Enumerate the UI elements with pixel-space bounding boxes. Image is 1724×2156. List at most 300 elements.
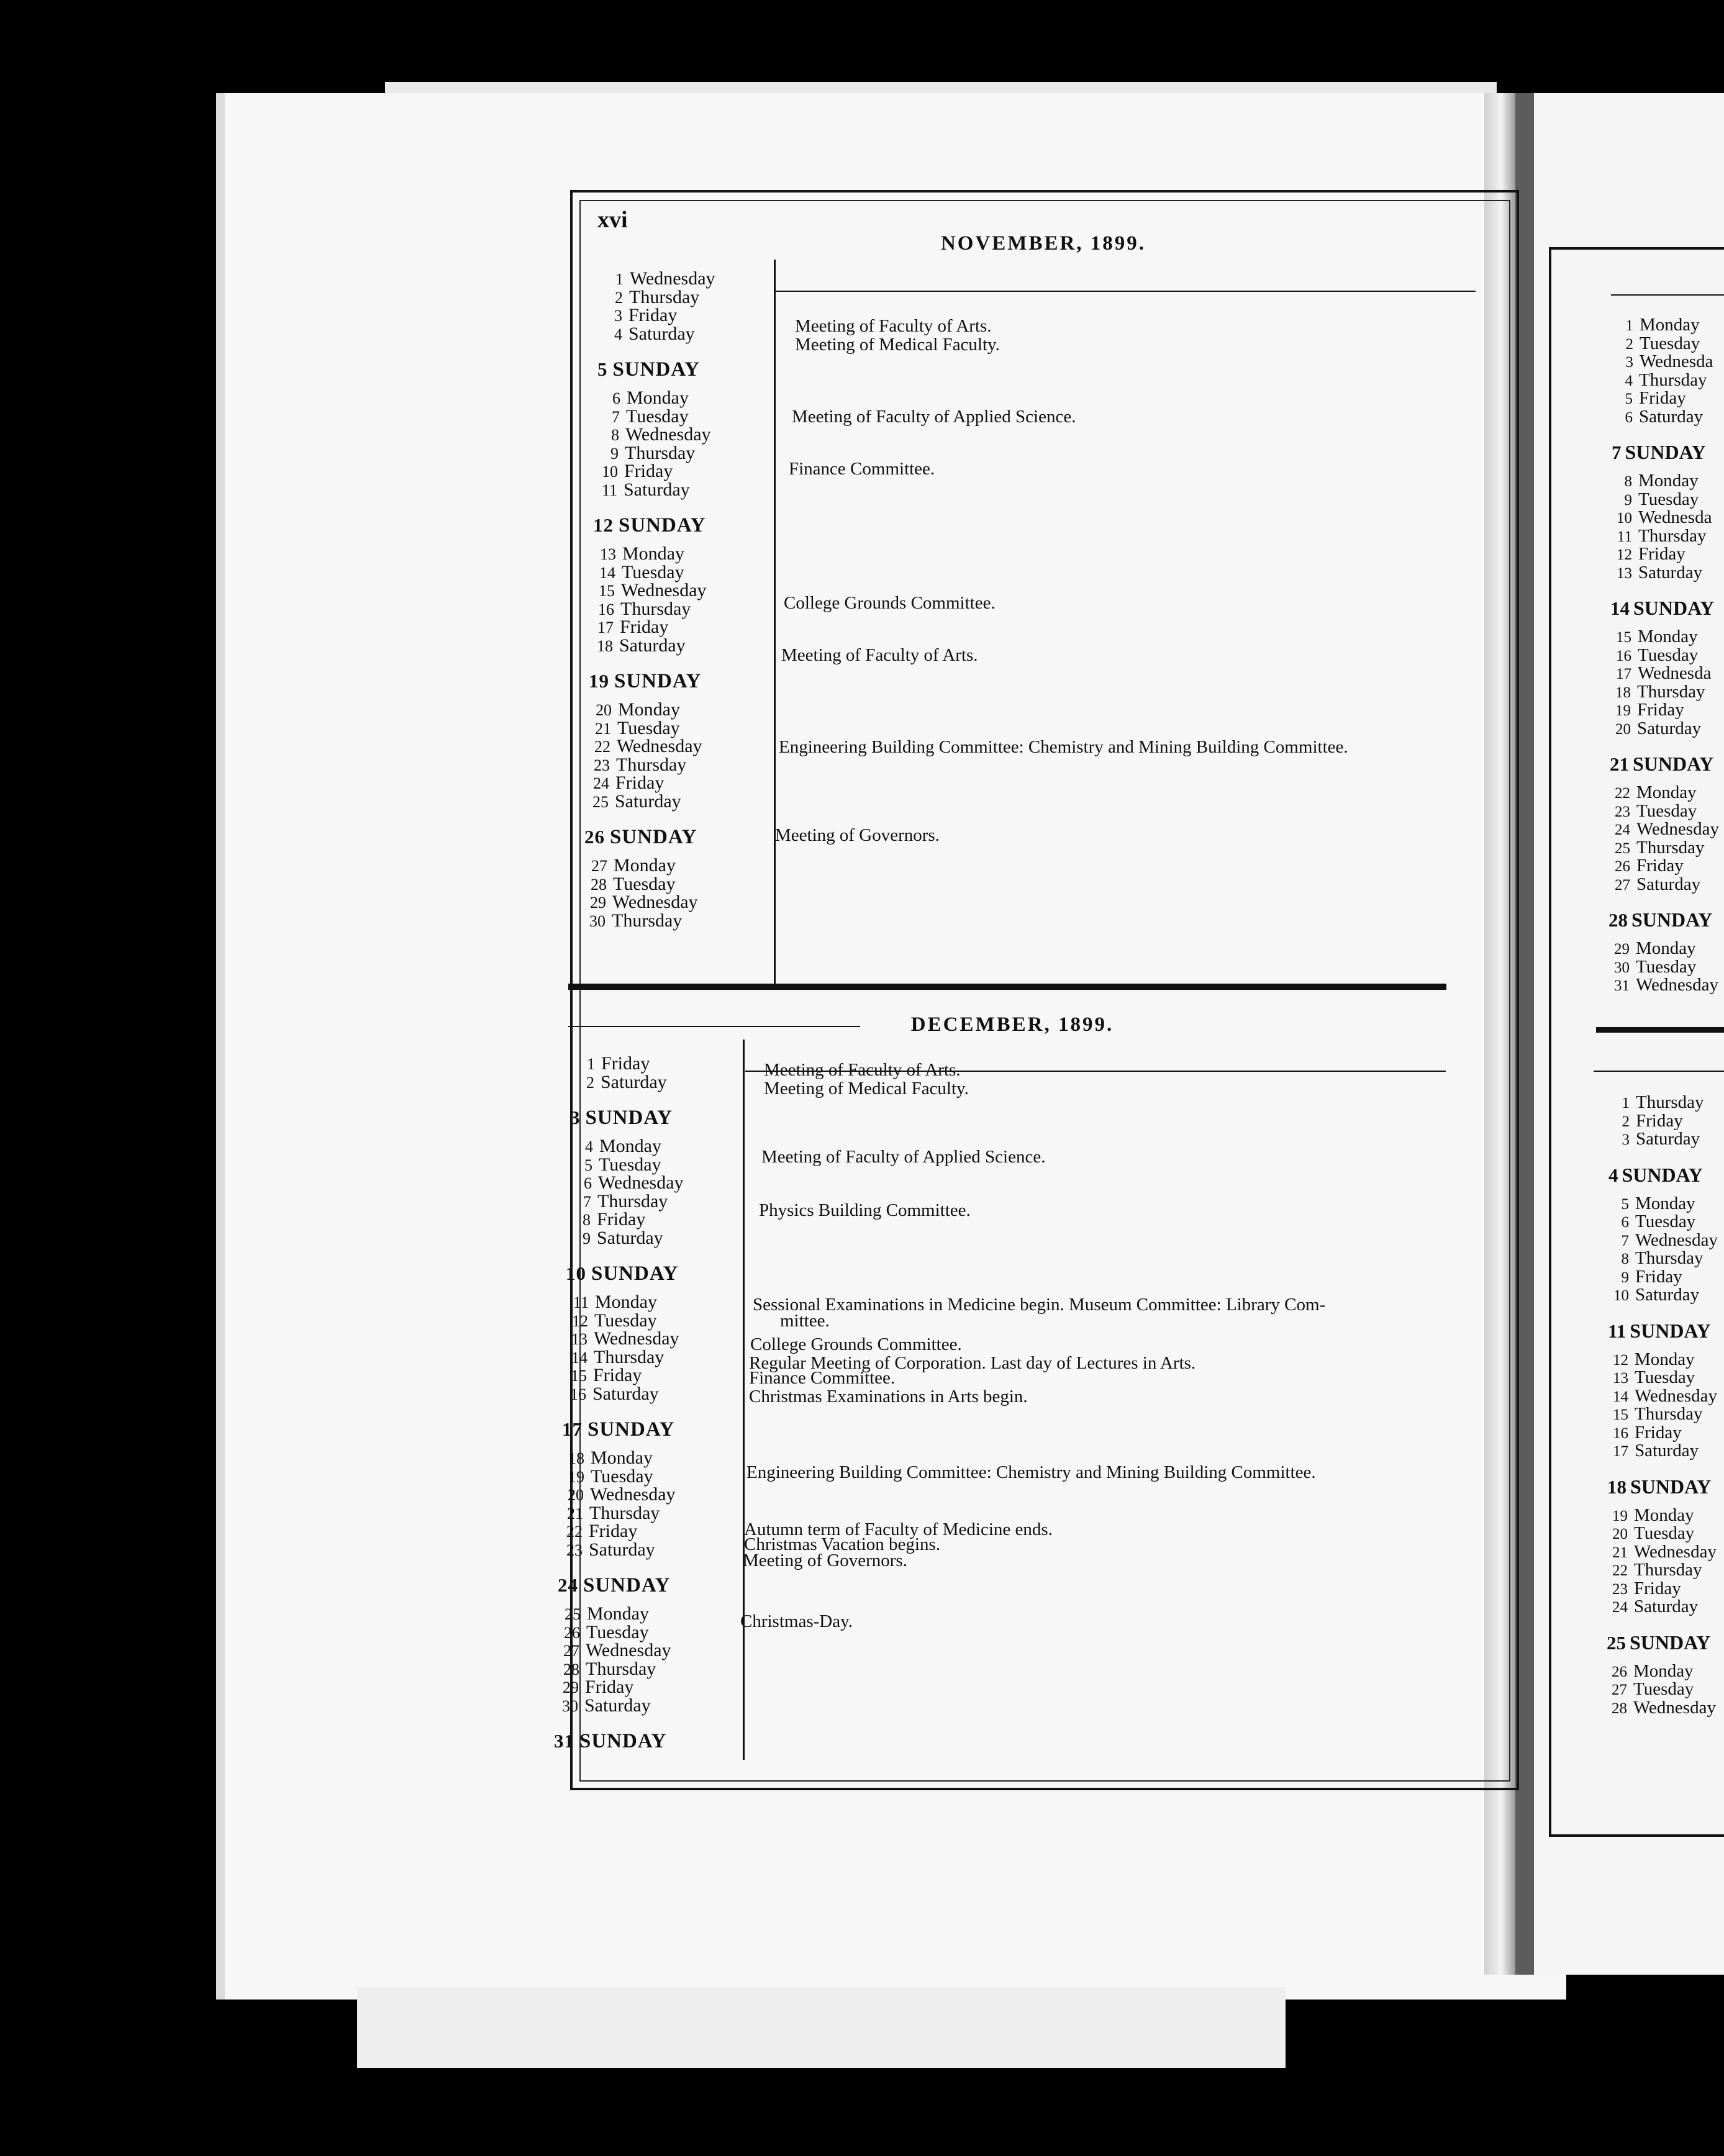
day-number: 17 [1613,1443,1628,1460]
day-name: SUNDAY [1630,1475,1712,1498]
day-name: Tuesday [1635,1367,1695,1387]
day-number: 22 [1615,785,1630,802]
day-row [564,1329,679,1349]
day-name: Saturday [592,1383,659,1404]
day-name: Friday [1636,1110,1683,1131]
day-name: Monday [1636,938,1696,958]
day-name: Saturday [1636,1129,1700,1149]
day-name: Thursday [1639,369,1707,390]
day-number: 26 [1612,1663,1627,1680]
dec-event: Autumn term of Faculty of Medicine ends. [744,1520,1053,1539]
day-row [590,618,668,637]
day-number: 4 [1608,1164,1618,1186]
day-number: 26 [564,1623,580,1642]
day-number: 17 [562,1418,583,1440]
sunday-row [597,360,700,379]
day-name: Wednesday [617,736,702,756]
day-number: 2 [1622,1113,1630,1130]
day-name: Monday [587,1603,649,1624]
day-number: 20 [568,1486,584,1504]
day-row [560,1485,676,1505]
day-row [569,1137,661,1156]
day-row [1608,1267,1682,1287]
december-top-rule [568,1026,860,1027]
day-name: Tuesday [1636,800,1697,821]
day-name: Thursday [1636,837,1705,858]
day-name: Wednesday [1635,1385,1717,1406]
day-name: SUNDAY [1630,1319,1711,1342]
day-name: Saturday [589,1539,655,1560]
day-row [599,306,677,325]
day-row [1611,563,1702,583]
day-number: 12 [572,1311,588,1330]
day-name: Monday [1635,1349,1695,1369]
day-row [1607,1579,1681,1599]
day-name: Friday [593,1365,642,1385]
day-number: 19 [1612,1507,1628,1524]
day-row [592,545,684,564]
day-row [1609,802,1697,822]
nov-event: College Grounds Committee. [784,593,996,613]
day-row [1608,1212,1695,1232]
sunday-row [570,1108,673,1127]
day-name: Wednesday [1633,1697,1716,1718]
day-number: 6 [612,389,620,407]
day-row [565,1293,657,1312]
dec-event: mittee. [780,1311,830,1331]
day-row [582,912,682,931]
day-name: Tuesday [1640,333,1700,353]
day-number: 24 [1615,822,1630,838]
sunday-row [1608,1321,1711,1341]
day-number: 12 [1617,546,1632,563]
day-number: 2 [1625,335,1633,353]
day-row [1606,1662,1694,1682]
day-name: Saturday [1637,718,1702,738]
dec-event: Physics Building Committee. [759,1200,971,1220]
day-number: 23 [1615,803,1630,820]
day-name: SUNDAY [1622,1163,1703,1186]
day-row [565,1311,657,1331]
day-number: 31 [554,1730,574,1752]
right-top-rule [1611,294,1724,296]
day-row [591,600,691,619]
day-number: 18 [1615,684,1631,701]
nov-event: Finance Committee. [789,459,935,479]
day-name: Friday [1639,388,1686,408]
day-row [1612,389,1686,409]
sunday-row [1607,1477,1711,1497]
day-name: Saturday [628,323,695,344]
day-row [586,756,686,775]
day-name: Tuesday [591,1465,653,1487]
day-row [1607,1441,1699,1461]
day-number: 19 [589,670,609,692]
day-number: 5 [584,1156,592,1174]
day-row [561,1449,653,1468]
nov-event: Meeting of Governors. [775,825,940,845]
day-name: SUNDAY [1633,597,1715,619]
day-name: SUNDAY [614,670,702,692]
november-column-divider [774,260,776,985]
day-row [557,1605,649,1624]
dec-event: Finance Committee. [749,1368,896,1388]
day-row [1609,838,1705,858]
day-number: 2 [615,288,623,307]
dec-event: College Grounds Committee. [750,1334,962,1354]
day-number: 21 [1612,1544,1628,1561]
day-row [1608,1194,1695,1214]
day-row [564,1348,664,1367]
day-name: Saturday [1634,1597,1699,1616]
day-row [1610,719,1701,739]
day-row [1608,976,1718,995]
day-number: 13 [1613,1370,1628,1387]
day-row [1610,664,1711,684]
day-number: 27 [1612,1682,1627,1698]
day-number: 30 [589,912,606,930]
day-name: Friday [1635,1422,1682,1443]
day-name: Thursday [589,1502,660,1523]
day-number: 24 [1612,1599,1628,1616]
day-number: 5 [597,358,608,380]
day-row [556,1623,649,1642]
day-number: 15 [571,1367,587,1385]
day-number: 14 [599,563,615,582]
day-name: Monday [591,1447,653,1468]
day-row [585,792,681,812]
day-row [583,893,698,912]
day-number: 15 [599,582,615,600]
day-name: SUNDAY [1630,1631,1711,1654]
day-number: 27 [563,1642,579,1660]
day-name: SUNDAY [610,826,697,848]
day-name: SUNDAY [585,1107,673,1129]
day-number: 6 [1625,409,1633,426]
nov-event: Meeting of Faculty of Arts. [795,316,992,336]
day-number: 7 [1621,1232,1629,1249]
day-name: Thursday [625,442,696,463]
day-row [560,1504,660,1523]
november-title-rule [775,291,1476,292]
day-number: 21 [567,1504,583,1523]
day-name: Monday [1636,782,1697,802]
day-name: Tuesday [613,873,676,894]
dec-event: Christmas Examinations in Arts begin. [749,1387,1028,1406]
day-name: Tuesday [586,1621,649,1642]
day-row [1608,1231,1718,1251]
day-name: Wednesday [625,424,711,445]
day-number: 5 [1625,391,1633,407]
day-number: 8 [1624,473,1632,490]
day-name: Thursday [1636,1092,1704,1112]
day-number: 25 [1615,840,1630,857]
day-row [561,1467,653,1487]
day-name: Friday [585,1677,634,1697]
day-name: Tuesday [626,405,689,427]
day-name: Thursday [594,1346,665,1367]
sunday-row [1610,754,1713,774]
day-row [555,1678,633,1697]
day-name: Wednesday [630,268,715,289]
day-number: 16 [570,1385,586,1403]
december-title: DECEMBER, 1899. [910,1013,1114,1036]
day-number: 10 [1617,510,1632,527]
sunday-row [566,1264,678,1283]
day-row [1607,1560,1702,1580]
day-row [1606,1680,1694,1700]
day-name: Monday [595,1292,657,1312]
day-number: 23 [1612,1580,1628,1598]
day-name: Friday [628,305,678,325]
day-row [1610,627,1698,647]
day-number: 28 [1612,1700,1627,1717]
day-row [568,1174,684,1193]
day-number: 14 [571,1348,588,1367]
day-name: Friday [601,1053,650,1074]
day-row [1610,682,1705,702]
day-name: Monday [1640,315,1700,335]
day-name: Saturday [1639,406,1704,427]
day-number: 27 [591,857,607,875]
day-number: 25 [592,792,609,811]
day-number: 29 [563,1678,579,1696]
sunday-row [1610,599,1714,618]
day-name: Wednesda [1638,663,1712,683]
day-name: Tuesday [617,717,680,738]
day-name: Tuesday [1638,645,1699,665]
day-number: 30 [562,1696,578,1715]
day-number: 26 [584,826,605,848]
day-row [1609,856,1684,876]
day-number: 12 [1613,1351,1628,1369]
day-name: Saturday [1635,1441,1699,1461]
day-row [556,1660,656,1679]
day-number: 11 [1608,1320,1626,1342]
sunday-row [1608,1163,1703,1186]
day-name: Friday [620,617,669,637]
day-row [1608,1130,1700,1149]
day-name: SUNDAY [583,1574,671,1597]
day-name: Thursday [616,754,687,775]
day-name: Wednesday [612,892,698,912]
sunday-row [589,672,701,691]
page-number: xvi [597,207,628,233]
day-number: 9 [583,1229,591,1248]
day-name: Thursday [1637,681,1705,702]
day-row [592,563,684,582]
day-number: 11 [601,481,617,499]
day-row [556,1641,671,1660]
day-row [600,270,715,289]
day-number: 9 [610,444,619,463]
dec-event: Engineering Building Committee: Chemistry and Mining Building Committee. [746,1462,1316,1482]
day-number: 10 [602,463,618,481]
day-number: 29 [1614,941,1630,958]
calendar-frame-inner [579,200,1510,1782]
day-name: Monday [622,543,684,564]
sunday-row [593,516,705,535]
day-number: 1 [1622,1095,1630,1112]
day-number: 25 [565,1605,581,1623]
day-name: SUNDAY [1633,753,1714,775]
day-name: Friday [624,461,673,481]
day-number: 4 [614,325,622,343]
day-row [1607,1597,1698,1617]
day-row [587,737,702,756]
sunday-row [1607,1633,1710,1652]
day-name: Monday [1635,1193,1695,1213]
day-name: Friday [1635,1266,1682,1287]
dec-event: Regular Meeting of Corporation. Last day of Lectures in Arts. [749,1353,1196,1373]
day-number: 3 [614,307,622,325]
day-number: 16 [1616,647,1631,664]
dec-event: Christmas-Day. [740,1611,853,1631]
day-name: Thursday [1634,1560,1702,1580]
day-number: 10 [566,1262,586,1284]
day-name: Friday [597,1209,646,1230]
day-name: Thursday [612,910,683,931]
day-number: 3 [1625,354,1633,371]
day-number: 20 [1615,720,1631,738]
day-row [599,325,695,344]
day-row [1610,646,1698,666]
day-number: 17 [1616,666,1631,682]
day-row [1608,1093,1704,1113]
day-name: Thursday [620,598,691,619]
day-number: 12 [593,514,614,536]
day-number: 21 [595,719,611,738]
day-name: Monday [1638,471,1699,491]
day-row [1607,1506,1694,1526]
day-number: 6 [1621,1214,1629,1231]
day-number: 15 [1613,1406,1628,1423]
day-name: Saturday [624,479,690,500]
day-number: 17 [597,618,614,636]
day-number: 11 [573,1293,589,1311]
day-row [589,636,686,656]
day-number: 22 [1612,1562,1628,1579]
day-number: 6 [584,1174,592,1192]
day-row [596,407,689,427]
day-row [1612,315,1700,335]
day-number: 10 [1613,1287,1629,1304]
day-number: 9 [1621,1269,1629,1286]
day-number: 16 [1613,1424,1628,1442]
day-name: Saturday [1638,562,1703,582]
day-number: 7 [1612,442,1622,463]
day-number: 15 [1616,629,1631,646]
day-number: 28 [563,1660,579,1678]
day-name: Friday [1637,700,1684,720]
day-number: 7 [612,407,620,426]
sunday-row [562,1420,674,1439]
day-row [567,1229,663,1248]
day-number: 21 [1610,753,1629,775]
day-number: 19 [1615,702,1631,719]
day-row [563,1366,642,1385]
day-row [594,462,673,481]
day-row [1607,1423,1682,1443]
day-number: 26 [1615,858,1630,875]
day-name: Thursday [597,1190,668,1212]
sunday-row [584,828,697,846]
day-number: 28 [591,875,607,894]
day-name: Monday [599,1136,661,1156]
day-name: Monday [618,699,680,720]
day-number: 8 [583,1211,591,1229]
day-number: 31 [1614,977,1630,994]
day-name: Wednesda [1638,507,1712,527]
day-name: Tuesday [594,1310,657,1331]
day-row [1609,783,1697,803]
day-row [588,700,680,720]
day-row [1609,820,1719,840]
day-name: Wednesday [1636,819,1719,839]
day-name: Monday [1633,1660,1694,1681]
day-row [594,481,690,500]
day-row [1611,490,1699,510]
day-row [1608,1249,1704,1269]
day-row [1610,700,1684,720]
day-number: 18 [1607,1475,1626,1498]
day-name: Wednesday [1634,1541,1717,1562]
day-row [1611,471,1699,491]
day-name: Friday [1638,544,1685,564]
day-number: 19 [568,1467,584,1486]
nov-event: Meeting of Faculty of Applied Science. [792,407,1076,427]
day-row [559,1522,637,1541]
day-name: SUNDAY [1625,441,1706,463]
day-row [1607,1542,1717,1562]
day-name: Monday [627,387,689,408]
day-name: Tuesday [599,1154,661,1175]
day-name: Wednesday [621,580,707,600]
day-name: Wednesday [590,1484,676,1505]
day-row [1612,352,1713,372]
day-number: 22 [566,1523,583,1541]
dec-event: Meeting of Faculty of Arts. [764,1060,961,1080]
day-number: 29 [590,894,606,912]
day-row [588,719,680,738]
day-number: 25 [1607,1631,1626,1654]
day-name: SUNDAY [619,514,706,537]
day-name: SUNDAY [591,1262,679,1285]
day-number: 4 [585,1138,593,1156]
day-row [571,1073,667,1092]
sunday-row [554,1732,666,1751]
day-row [1608,1285,1699,1305]
day-row [599,288,699,307]
day-name: Thursday [1635,1404,1703,1424]
day-name: Saturday [1636,874,1701,894]
day-number: 22 [594,738,610,756]
day-row [1608,1112,1683,1131]
day-number: 8 [611,426,619,444]
day-number: 8 [1621,1251,1629,1267]
day-number: 13 [1617,564,1632,582]
day-number: 5 [1621,1195,1629,1213]
day-name: Friday [615,772,665,793]
december-column-divider [743,1040,745,1760]
november-title: NOVEMBER, 1899. [940,232,1146,255]
day-number: 3 [1622,1131,1630,1148]
sunday-row [558,1576,670,1595]
day-name: Thursday [1635,1248,1704,1268]
dec-event: Meeting of Faculty of Applied Science. [761,1147,1046,1167]
day-row [1609,875,1700,895]
day-name: Saturday [601,1071,667,1092]
